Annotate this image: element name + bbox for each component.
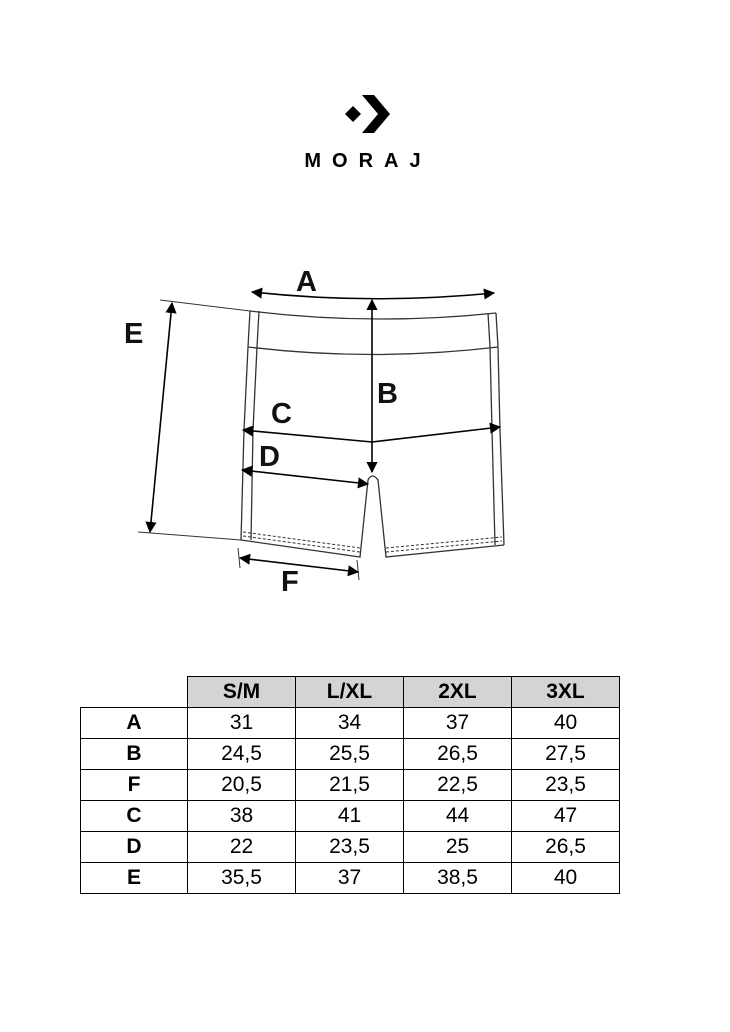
size-table	[80, 676, 620, 894]
brand-logo	[0, 92, 730, 182]
table-cell: 40	[512, 708, 620, 739]
shorts-outline	[138, 300, 504, 580]
row-label: B	[81, 739, 188, 770]
table-cell: 34	[296, 708, 404, 739]
table-cell: 38	[188, 801, 296, 832]
table-cell: 35,5	[188, 863, 296, 894]
table-row	[81, 739, 620, 770]
label-e: E	[124, 318, 144, 350]
arrow-a	[252, 292, 494, 299]
row-label: C	[81, 801, 188, 832]
table-cell: 31	[188, 708, 296, 739]
table-cell: 22	[188, 832, 296, 863]
logo-mark-icon	[345, 92, 391, 138]
table-row	[81, 863, 620, 894]
table-row	[81, 832, 620, 863]
table-cell: 26,5	[512, 832, 620, 863]
header-size-lxl: L/XL	[296, 677, 404, 708]
header-blank-cell	[81, 677, 188, 708]
table-cell: 23,5	[512, 770, 620, 801]
table-cell: 47	[512, 801, 620, 832]
label-b: B	[377, 378, 398, 410]
table-cell: 25	[404, 832, 512, 863]
label-d: D	[259, 441, 280, 473]
brand-name: MORAJ	[304, 150, 432, 172]
header-size-2xl: 2XL	[404, 677, 512, 708]
header-size-3xl: 3XL	[512, 677, 620, 708]
table-cell: 40	[512, 863, 620, 894]
table-cell: 23,5	[296, 832, 404, 863]
row-label: D	[81, 832, 188, 863]
table-cell: 27,5	[512, 739, 620, 770]
table-cell: 37	[296, 863, 404, 894]
table-cell: 38,5	[404, 863, 512, 894]
table-row	[81, 770, 620, 801]
row-label: E	[81, 863, 188, 894]
table-cell: 44	[404, 801, 512, 832]
table-row	[81, 708, 620, 739]
shorts-diagram-svg	[0, 250, 730, 610]
table-cell: 22,5	[404, 770, 512, 801]
row-label: A	[81, 708, 188, 739]
shorts-measurement-diagram	[0, 250, 730, 610]
size-table-header-row	[81, 677, 620, 708]
arrow-e	[150, 303, 172, 532]
table-cell: 21,5	[296, 770, 404, 801]
label-c: C	[271, 398, 292, 430]
table-cell: 41	[296, 801, 404, 832]
header-size-sm: S/M	[188, 677, 296, 708]
table-cell: 20,5	[188, 770, 296, 801]
measurement-arrows	[150, 292, 500, 572]
table-cell: 24,5	[188, 739, 296, 770]
table-cell: 37	[404, 708, 512, 739]
table-cell: 26,5	[404, 739, 512, 770]
label-a: A	[296, 266, 317, 298]
row-label: F	[81, 770, 188, 801]
table-row	[81, 801, 620, 832]
label-f: F	[281, 566, 299, 598]
arrow-f	[240, 558, 358, 572]
table-cell: 25,5	[296, 739, 404, 770]
